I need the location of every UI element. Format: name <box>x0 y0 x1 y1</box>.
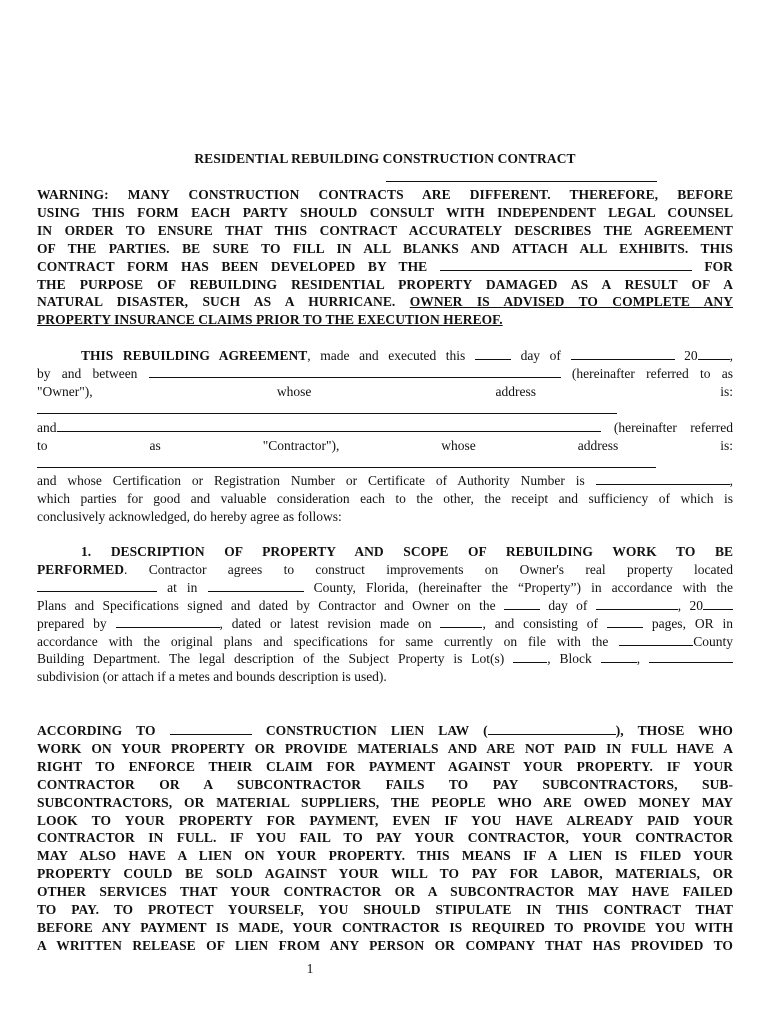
agreement-line: which parties for good and valuable consideration each to the other, the receipt and sufficiency of which is <box>37 491 733 507</box>
section-1-line: Plans and Specifications signed and dated by Contractor and Owner on the day of , 20 <box>37 597 733 615</box>
certification-number-blank <box>596 473 730 485</box>
section-1-line: subdivision (or attach if a metes and bounds description is used). <box>37 669 387 685</box>
contractor-address-blank <box>37 467 656 468</box>
warning-line: OF THE PARTIES. BE SURE TO FILL IN ALL BLANKS AND ATTACH ALL EXHIBITS. THIS <box>37 240 733 256</box>
agreement-line: "Owner"), whose address is: <box>37 383 734 399</box>
lien-line: RIGHT TO ENFORCE THEIR CLAIM FOR PAYMENT AGAINST YOUR PROPERTY. IF YOUR <box>37 758 733 774</box>
plans-month-blank <box>596 598 678 610</box>
section-1-paragraph <box>37 543 733 686</box>
lien-line: CONTRACTOR OR A SUBCONTRACTOR FAILS TO PAY SUBCONTRACTORS, SUB- <box>37 776 733 792</box>
block-blank <box>601 651 637 663</box>
subdivision-blank <box>649 651 733 663</box>
agreement-paragraph <box>37 347 733 526</box>
day-blank <box>475 348 511 360</box>
prepared-by-blank <box>116 616 220 628</box>
developer-blank <box>440 259 692 271</box>
lien-line: ACCORDING TO CONSTRUCTION LIEN LAW ( ), THOSE WHO <box>37 723 733 738</box>
pages-blank <box>607 616 643 628</box>
section-1-line: PERFORMED. Contractor agrees to construct improvements on Owner's real property located <box>37 561 734 577</box>
lien-law-paragraph <box>37 722 733 955</box>
agreement-line: and (hereinafter referred <box>37 419 733 435</box>
warning-line: IN ORDER TO ENSURE THAT THIS CONTRACT ACCURATELY DESCRIBES THE AGREEMENT <box>37 222 733 238</box>
plans-year-blank <box>703 598 733 610</box>
warning-line: THE PURPOSE OF REBUILDING RESIDENTIAL PROPERTY DAMAGED AS A RESULT OF A <box>37 276 733 292</box>
page-number: 1 <box>306 961 314 976</box>
month-blank <box>571 348 675 360</box>
contractor-name-blank <box>57 420 601 432</box>
statute-blank <box>488 723 616 735</box>
owner-name-blank <box>149 366 561 378</box>
owner-address-blank <box>37 413 617 414</box>
state-blank <box>170 723 252 735</box>
lien-line: BEFORE ANY PAYMENT IS MADE, YOUR CONTRACTOR IS REQUIRED TO PROVIDE YOU WITH <box>37 919 733 935</box>
section-1-line: prepared by , dated or latest revision made on , and consisting of pages, OR in <box>37 615 734 631</box>
year-blank <box>698 348 730 360</box>
section-1-heading: 1. DESCRIPTION OF PROPERTY AND SCOPE OF REBUILDING WORK TO BE <box>81 544 733 559</box>
lot-blank <box>513 651 547 663</box>
warning-line: PROPERTY INSURANCE CLAIMS PRIOR TO THE EXECUTION HEREOF. <box>37 312 503 328</box>
plans-day-blank <box>504 598 540 610</box>
agreement-line: conclusively acknowledged, do hereby agree as follows: <box>37 509 342 525</box>
lien-line: TO PAY. TO PROTECT YOURSELF, YOU SHOULD STIPULATE IN THIS CONTRACT THAT <box>37 902 733 918</box>
revision-date-blank <box>440 616 482 628</box>
warning-line: WARNING: MANY CONSTRUCTION CONTRACTS ARE DIFFERENT. THEREFORE, BEFORE <box>37 187 733 202</box>
county-blank <box>208 580 304 592</box>
lien-line: SUBCONTRACTORS, OR MATERIAL SUPPLIERS, THE PEOPLE WHO ARE OWED MONEY MAY <box>37 794 733 810</box>
property-address-blank <box>37 580 157 592</box>
section-1-line: accordance with the original plans and specifications for same currently on file with the County <box>37 633 733 649</box>
agreement-line: to as "Contractor"), whose address is: <box>37 437 733 453</box>
title-underline-blank <box>386 181 657 182</box>
building-dept-county-blank <box>619 634 693 646</box>
lien-line: A WRITTEN RELEASE OF LIEN FROM ANY PERSON OR COMPANY THAT HAS PROVIDED TO <box>37 937 733 953</box>
agreement-line: and whose Certification or Registration Number or Certificate of Authority Number is , <box>37 473 733 489</box>
lien-line: MAY ALSO HAVE A LIEN ON YOUR PROPERTY. THIS MEANS IF A LIEN IS FILED YOUR <box>37 848 733 864</box>
section-1-line: Building Department. The legal description of the Subject Property is Lot(s) , Block , <box>37 650 733 668</box>
warning-line: USING THIS FORM EACH PARTY SHOULD CONSULT WITH INDEPENDENT LEGAL COUNSEL <box>37 204 733 220</box>
agreement-line: by and between (hereinafter referred to as <box>37 365 734 381</box>
warning-line: NATURAL DISASTER, SUCH AS A HURRICANE. OWNER IS ADVISED TO COMPLETE ANY <box>37 294 733 310</box>
section-1-line: at in County, Florida, (hereinafter the “Property”) in accordance with the <box>37 579 733 597</box>
agreement-line: THIS REBUILDING AGREEMENT, made and executed this day of 20 , <box>81 348 734 363</box>
warning-paragraph <box>37 186 733 329</box>
lien-line: OTHER SERVICES THAT YOUR CONTRACTOR OR A SUBCONTRACTOR MAY HAVE FAILED <box>37 884 733 900</box>
lien-line: PROPERTY COULD BE SOLD AGAINST YOUR WILL TO PAY FOR LABOR, MATERIALS, OR <box>37 866 733 882</box>
lien-line: LOOK TO YOUR PROPERTY FOR PAYMENT, EVEN IF YOU HAVE ALREADY PAID YOUR <box>37 812 733 828</box>
warning-line: CONTRACT FORM HAS BEEN DEVELOPED BY THE FOR <box>37 258 733 274</box>
lien-line: CONTRACTOR IN FULL. IF YOU FAIL TO PAY YOUR CONTRACTOR, YOUR CONTRACTOR <box>37 830 733 846</box>
lien-line: WORK ON YOUR PROPERTY OR PROVIDE MATERIALS AND ARE NOT PAID IN FULL HAVE A <box>37 740 733 756</box>
document-title: RESIDENTIAL REBUILDING CONSTRUCTION CONTRACT <box>194 151 576 166</box>
